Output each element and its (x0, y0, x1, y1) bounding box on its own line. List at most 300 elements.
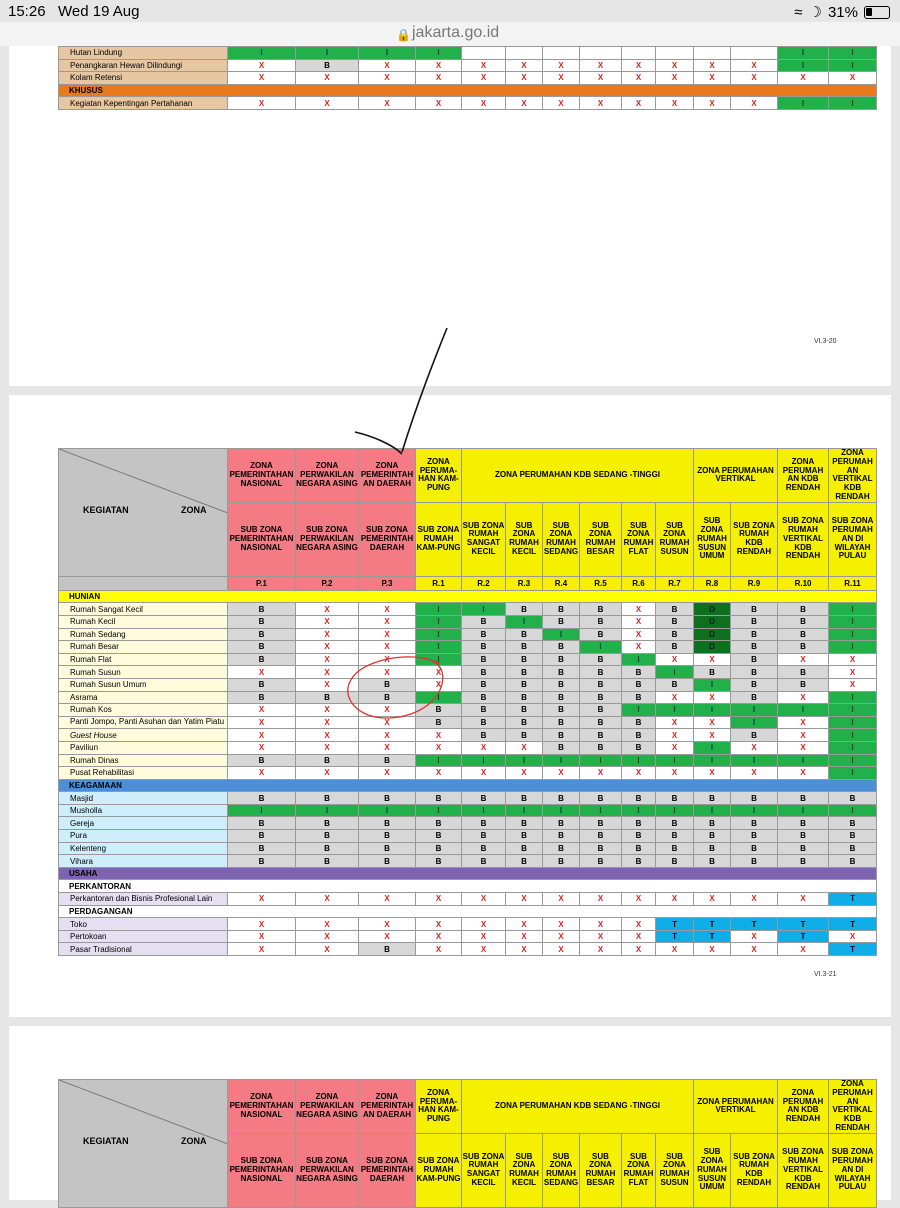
activity-name: Rumah Besar (59, 641, 228, 654)
code-row (59, 576, 877, 590)
permission-cell: X (580, 918, 622, 931)
kegiatan-label: KEGIATAN (83, 1136, 129, 1146)
permission-cell: X (622, 72, 656, 85)
subzone-header: SUB ZONA PEMERINTAH DAERAH (359, 502, 416, 576)
next-table-header (58, 1079, 877, 1208)
permission-cell: B (296, 830, 359, 843)
permission-cell: X (622, 767, 656, 780)
section-header: PERKANTORAN (59, 880, 877, 893)
permission-cell: I (622, 653, 656, 666)
activity-name: Kolam Retensi (59, 72, 228, 85)
permission-cell: B (731, 691, 778, 704)
permission-cell: X (731, 59, 778, 72)
permission-cell: X (622, 930, 656, 943)
permission-cell: I (506, 754, 543, 767)
permission-cell: X (359, 97, 416, 110)
permission-cell: X (416, 72, 462, 85)
kegiatan-zona-header (59, 449, 228, 577)
permission-cell: B (580, 603, 622, 616)
subzone-header: SUB ZONA RUMAH KDB RENDAH (731, 1133, 778, 1207)
activity-name: Kelenteng (59, 842, 228, 855)
permission-cell: T (694, 930, 731, 943)
permission-cell: B (656, 830, 694, 843)
table-row (59, 779, 877, 792)
permission-cell: X (656, 97, 694, 110)
table-row (59, 590, 877, 603)
permission-cell (656, 47, 694, 60)
zone-code: R.11 (829, 576, 877, 590)
section-header: HUNIAN (59, 590, 877, 603)
permission-cell: X (359, 59, 416, 72)
activity-name: Masjid (59, 792, 228, 805)
permission-cell: I (778, 704, 829, 717)
table-row (59, 704, 877, 717)
permission-cell: X (506, 97, 543, 110)
permission-cell: I (656, 804, 694, 817)
permission-cell: B (829, 792, 877, 805)
permission-cell: B (543, 704, 580, 717)
subzone-header: SUB ZONA RUMAH KDB RENDAH (731, 502, 778, 576)
permission-cell: B (296, 59, 359, 72)
permission-cell: B (543, 729, 580, 742)
permission-cell: B (731, 817, 778, 830)
permission-cell: X (359, 918, 416, 931)
permission-cell: B (296, 792, 359, 805)
permission-cell: B (580, 704, 622, 717)
permission-cell: X (359, 930, 416, 943)
permission-cell: X (731, 930, 778, 943)
permission-cell: B (506, 729, 543, 742)
permission-cell: X (506, 741, 543, 754)
permission-cell: I (580, 804, 622, 817)
permission-cell: X (694, 72, 731, 85)
permission-cell: X (656, 72, 694, 85)
top-table (58, 46, 877, 110)
permission-cell: B (543, 678, 580, 691)
subzone-header: SUB ZONA RUMAH SUSUN UMUM (694, 1133, 731, 1207)
page-number: VI.3-20 (814, 338, 837, 345)
permission-cell: I (506, 615, 543, 628)
table-row (59, 880, 877, 893)
permission-cell: X (829, 666, 877, 679)
permission-cell: B (506, 603, 543, 616)
permission-cell: I (462, 754, 506, 767)
permission-cell: X (656, 691, 694, 704)
permission-cell: B (296, 855, 359, 868)
table-row (59, 716, 877, 729)
permission-cell: B (656, 615, 694, 628)
permission-cell: X (580, 97, 622, 110)
permission-cell: D (694, 615, 731, 628)
zone-code: R.1 (416, 576, 462, 590)
battery-percent: 31% (827, 3, 858, 21)
permission-cell: I (416, 641, 462, 654)
permission-cell: B (656, 603, 694, 616)
permission-cell: B (580, 792, 622, 805)
zone-header: ZONA PERUMA-HAN KAM-PUNG (416, 1080, 462, 1134)
permission-cell: X (359, 767, 416, 780)
permission-cell: X (580, 943, 622, 956)
permission-cell: I (416, 653, 462, 666)
subzone-header: SUB ZONA RUMAH KECIL (506, 1133, 543, 1207)
permission-cell: X (296, 641, 359, 654)
permission-cell: X (228, 72, 296, 85)
permission-cell: I (359, 804, 416, 817)
permission-cell: B (228, 603, 296, 616)
activity-name: Hutan Lindung (59, 47, 228, 60)
permission-cell: X (622, 918, 656, 931)
lock-icon: 🔒 (396, 28, 411, 42)
page-number: VI.3-21 (814, 971, 837, 978)
zone-header: ZONA PERUMAH AN VERTIKAL KDB RENDAH (829, 449, 877, 503)
permission-cell: X (228, 97, 296, 110)
zone-header: ZONA PERWAKILAN NEGARA ASING (296, 449, 359, 503)
permission-cell: I (228, 804, 296, 817)
permission-cell: B (228, 792, 296, 805)
permission-cell: B (778, 641, 829, 654)
permission-cell: B (580, 691, 622, 704)
permission-cell: X (359, 716, 416, 729)
subzone-header: SUB ZONA RUMAH SANGAT KECIL (462, 1133, 506, 1207)
permission-cell: T (656, 918, 694, 931)
permission-cell: X (506, 943, 543, 956)
permission-cell: B (359, 754, 416, 767)
permission-cell: I (580, 754, 622, 767)
permission-cell: X (731, 893, 778, 906)
subzone-header: SUB ZONA RUMAH VERTIKAL KDB RENDAH (778, 1133, 829, 1207)
permission-cell: X (462, 767, 506, 780)
permission-cell: X (228, 729, 296, 742)
permission-cell: D (694, 603, 731, 616)
activity-name: Rumah Dinas (59, 754, 228, 767)
permission-cell: X (580, 893, 622, 906)
activity-name: Rumah Kos (59, 704, 228, 717)
permission-cell: X (543, 930, 580, 943)
permission-cell: B (622, 830, 656, 843)
zone-code: R.8 (694, 576, 731, 590)
activity-name: Asrama (59, 691, 228, 704)
permission-cell: B (359, 817, 416, 830)
permission-cell: B (580, 678, 622, 691)
permission-cell: B (829, 817, 877, 830)
permission-cell: X (543, 893, 580, 906)
permission-cell: X (462, 59, 506, 72)
permission-cell: B (462, 678, 506, 691)
permission-cell: I (829, 716, 877, 729)
permission-cell: B (543, 615, 580, 628)
permission-cell: B (731, 615, 778, 628)
permission-cell: I (296, 47, 359, 60)
permission-cell: B (462, 628, 506, 641)
permission-cell: X (228, 930, 296, 943)
permission-cell: B (228, 691, 296, 704)
table-row (59, 830, 877, 843)
subzone-header: SUB ZONA PEMERINTAHAN NASIONAL (228, 1133, 296, 1207)
permission-cell: I (694, 704, 731, 717)
pdf-page-next (9, 1026, 891, 1200)
activity-name: Rumah Sedang (59, 628, 228, 641)
permission-cell: X (506, 59, 543, 72)
permission-cell: X (359, 628, 416, 641)
permission-cell: X (506, 893, 543, 906)
permission-cell: B (416, 855, 462, 868)
permission-cell: B (228, 855, 296, 868)
permission-cell: X (622, 641, 656, 654)
permission-cell (622, 47, 656, 60)
permission-cell: I (829, 628, 877, 641)
subzone-header: SUB ZONA RUMAH KAM-PUNG (416, 1133, 462, 1207)
permission-cell (731, 47, 778, 60)
permission-cell: B (506, 817, 543, 830)
permission-cell: B (506, 653, 543, 666)
permission-cell: B (622, 817, 656, 830)
permission-cell: B (622, 855, 656, 868)
permission-cell: B (622, 842, 656, 855)
permission-cell: X (506, 72, 543, 85)
permission-cell: B (829, 830, 877, 843)
permission-cell: X (296, 666, 359, 679)
url-text: jakarta.go.id (412, 24, 500, 41)
zone-header: ZONA PEMERINTAH AN DAERAH (359, 1080, 416, 1134)
permission-cell: B (506, 691, 543, 704)
permission-cell: B (656, 842, 694, 855)
permission-cell: X (228, 704, 296, 717)
zone-code: P.1 (228, 576, 296, 590)
permission-cell: B (462, 842, 506, 855)
table-row (59, 653, 877, 666)
zone-header: ZONA PERUMAHAN KDB SEDANG -TINGGI (462, 449, 694, 503)
permission-cell: B (228, 830, 296, 843)
table-row (59, 678, 877, 691)
table-row (59, 792, 877, 805)
activity-name: Rumah Kecil (59, 615, 228, 628)
zone-code: R.9 (731, 576, 778, 590)
permission-cell: X (296, 603, 359, 616)
permission-cell: I (778, 754, 829, 767)
permission-cell: X (778, 691, 829, 704)
activity-name: Musholla (59, 804, 228, 817)
permission-cell: B (228, 842, 296, 855)
permission-cell: X (580, 59, 622, 72)
table-row (59, 905, 877, 918)
permission-cell: B (543, 830, 580, 843)
permission-cell: X (359, 729, 416, 742)
permission-cell: X (778, 716, 829, 729)
main-table (58, 448, 877, 956)
permission-cell: X (296, 653, 359, 666)
zone-header: ZONA PEMERINTAHAN NASIONAL (228, 1080, 296, 1134)
permission-cell: B (778, 817, 829, 830)
activity-name: Paviliun (59, 741, 228, 754)
permission-cell: B (778, 603, 829, 616)
permission-cell: B (228, 678, 296, 691)
permission-cell: B (506, 641, 543, 654)
permission-cell: I (829, 59, 877, 72)
activity-name: Vihara (59, 855, 228, 868)
permission-cell: B (462, 729, 506, 742)
permission-cell: B (580, 615, 622, 628)
permission-cell: I (731, 804, 778, 817)
permission-cell: B (416, 830, 462, 843)
permission-cell: X (296, 930, 359, 943)
permission-cell: X (359, 666, 416, 679)
activity-name: Penangkaran Hewan Dilindungi (59, 59, 228, 72)
table-row (59, 72, 877, 85)
zone-header: ZONA PERUMAH AN KDB RENDAH (778, 449, 829, 503)
zone-code: R.4 (543, 576, 580, 590)
permission-cell: I (829, 97, 877, 110)
permission-cell: I (416, 804, 462, 817)
zone-code: R.2 (462, 576, 506, 590)
permission-cell: X (296, 678, 359, 691)
permission-cell: X (694, 893, 731, 906)
permission-cell (694, 47, 731, 60)
permission-cell: X (462, 893, 506, 906)
address-bar[interactable] (0, 22, 900, 46)
permission-cell: X (228, 741, 296, 754)
permission-cell: B (543, 817, 580, 830)
permission-cell: X (416, 893, 462, 906)
permission-cell: B (228, 754, 296, 767)
permission-cell: B (580, 666, 622, 679)
permission-cell: I (416, 754, 462, 767)
permission-cell: I (462, 603, 506, 616)
permission-cell: B (731, 842, 778, 855)
permission-cell: B (506, 704, 543, 717)
table-row (59, 84, 877, 97)
permission-cell: B (580, 653, 622, 666)
permission-cell: B (416, 792, 462, 805)
permission-cell: X (416, 767, 462, 780)
status-right (794, 3, 890, 21)
permission-cell: B (622, 729, 656, 742)
permission-cell: B (506, 830, 543, 843)
permission-cell: X (694, 716, 731, 729)
activity-name: Panti Jompo, Panti Asuhan dan Yatim Piatu (59, 716, 228, 729)
permission-cell: B (359, 943, 416, 956)
permission-cell: I (829, 767, 877, 780)
permission-cell: I (543, 754, 580, 767)
permission-cell: X (543, 918, 580, 931)
permission-cell: B (296, 842, 359, 855)
permission-cell: B (656, 678, 694, 691)
permission-cell: X (228, 943, 296, 956)
subzone-header: SUB ZONA RUMAH SUSUN (656, 502, 694, 576)
permission-cell: B (731, 666, 778, 679)
permission-cell: B (506, 842, 543, 855)
permission-cell: B (778, 855, 829, 868)
permission-cell: B (778, 830, 829, 843)
zone-header: ZONA PERUMAH AN VERTIKAL KDB RENDAH (829, 1080, 877, 1134)
subzone-header: SUB ZONA PERUMAH AN DI WILAYAH PULAU (829, 1133, 877, 1207)
table-row (59, 842, 877, 855)
permission-cell: I (416, 691, 462, 704)
permission-cell: I (829, 691, 877, 704)
permission-cell: B (694, 830, 731, 843)
permission-cell: B (580, 741, 622, 754)
permission-cell: X (543, 943, 580, 956)
permission-cell: X (296, 615, 359, 628)
permission-cell: I (506, 804, 543, 817)
subzone-header: SUB ZONA RUMAH FLAT (622, 1133, 656, 1207)
permission-cell: B (359, 691, 416, 704)
zone-header: ZONA PEMERINTAHAN NASIONAL (228, 449, 296, 503)
zone-header: ZONA PERUMAHAN VERTIKAL (694, 1080, 778, 1134)
permission-cell: I (731, 716, 778, 729)
permission-cell: B (731, 792, 778, 805)
section-header: PERDAGANGAN (59, 905, 877, 918)
permission-cell: B (580, 628, 622, 641)
subzone-header: SUB ZONA RUMAH SANGAT KECIL (462, 502, 506, 576)
section-header: KEAGAMAAN (59, 779, 877, 792)
permission-cell: B (543, 603, 580, 616)
activity-name: Perkantoran dan Bisnis Profesional Lain (59, 893, 228, 906)
activity-name: Toko (59, 918, 228, 931)
permission-cell: I (462, 804, 506, 817)
permission-cell: B (829, 855, 877, 868)
subzone-header: SUB ZONA PEMERINTAH DAERAH (359, 1133, 416, 1207)
permission-cell: X (543, 97, 580, 110)
permission-cell: B (694, 817, 731, 830)
permission-cell: B (580, 830, 622, 843)
permission-cell: B (580, 716, 622, 729)
permission-cell: X (656, 767, 694, 780)
table-row (59, 729, 877, 742)
permission-cell: I (228, 47, 296, 60)
permission-cell: B (656, 628, 694, 641)
permission-cell: X (543, 59, 580, 72)
permission-cell: I (829, 641, 877, 654)
permission-cell: B (778, 678, 829, 691)
permission-cell: I (731, 754, 778, 767)
permission-cell: B (543, 741, 580, 754)
permission-cell: I (829, 47, 877, 60)
permission-cell: B (416, 704, 462, 717)
activity-name: Pertokoan (59, 930, 228, 943)
permission-cell: B (462, 615, 506, 628)
permission-cell: T (694, 918, 731, 931)
permission-cell: X (622, 628, 656, 641)
permission-cell: B (731, 641, 778, 654)
permission-cell: X (296, 741, 359, 754)
permission-cell: I (416, 615, 462, 628)
permission-cell: I (656, 754, 694, 767)
permission-cell: X (694, 59, 731, 72)
activity-name: Rumah Susun (59, 666, 228, 679)
permission-cell: X (622, 97, 656, 110)
zone-code: R.6 (622, 576, 656, 590)
permission-cell: X (228, 767, 296, 780)
permission-cell: B (622, 678, 656, 691)
permission-cell: B (296, 754, 359, 767)
subzone-header: SUB ZONA RUMAH BESAR (580, 1133, 622, 1207)
permission-cell: B (416, 817, 462, 830)
permission-cell: X (694, 767, 731, 780)
zone-code: R.5 (580, 576, 622, 590)
permission-cell: B (228, 653, 296, 666)
permission-cell: B (622, 691, 656, 704)
permission-cell: X (462, 930, 506, 943)
permission-cell: B (228, 628, 296, 641)
permission-cell: B (543, 855, 580, 868)
zone-header: ZONA PERUMAH AN KDB RENDAH (778, 1080, 829, 1134)
permission-cell: X (778, 893, 829, 906)
permission-cell: I (829, 704, 877, 717)
permission-cell: X (694, 97, 731, 110)
permission-cell: X (622, 615, 656, 628)
permission-cell (580, 47, 622, 60)
permission-cell: X (731, 97, 778, 110)
